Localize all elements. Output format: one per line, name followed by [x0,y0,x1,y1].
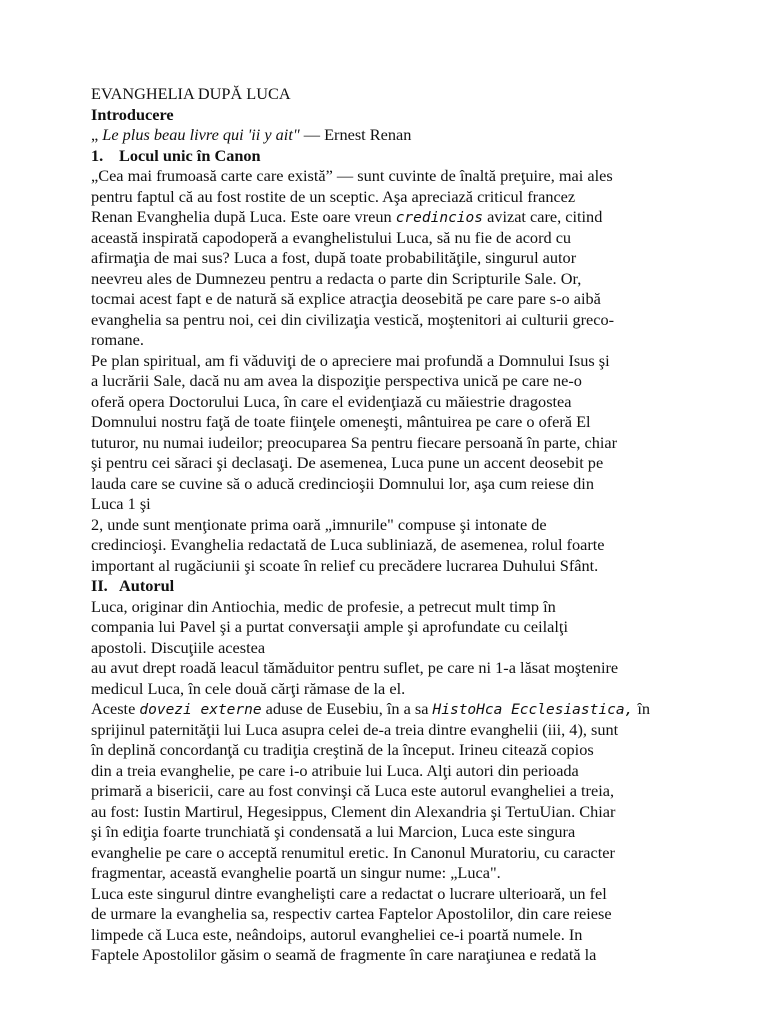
document-title: EVANGHELIA DUPĂ LUCA [91,84,291,103]
paragraph-line: tocmai acest fapt e de natură să explice atracţia deosebită pe care pare s-o aibă [91,289,601,308]
section-title: Locul unic în Canon [119,145,261,165]
document-page [91,84,676,966]
text-run: Aceste [91,699,140,718]
text-run: în [633,699,651,718]
italic-term: dovezi externe [139,702,262,718]
paragraph-line: pentru faptul că au fost rostite de un sceptic. Aşa apreciază criticul francez [91,186,576,206]
epigraph [91,125,676,146]
paragraph-line: tuturor, nu numai iudeilor; preocuparea Sa pentru fiecare persoană în parte, chiar [91,432,618,452]
paragraph-line: din a treia evanghelie, pe care i-o atribuie lui Luca. Alţi autori din perioada [91,760,579,780]
paragraph-line: a lucrării Sale, dacă nu am avea la dispoziţie perspectiva unică pe care ne-o [91,371,582,390]
paragraph-line: lauda care se cuvine să o aducă credincioşii Domnului lor, aşa cum reiese din [91,473,594,493]
paragraph-line: Luca este singurul dintre evanghelişti care a redactat o lucrare ulterioară, un fel [91,883,607,903]
paragraph-line [91,207,676,228]
paragraph-line: fragmentar, această evanghelie poartă un singur nume: „Luca". [91,863,501,882]
italic-term: credincios [395,210,484,226]
paragraph-line [91,699,676,720]
paragraph-line: primară a bisericii, care au fost convinşi că Luca este autorul evangheliei a treia, [91,781,615,800]
paragraph-line: limpede că Luca este, neândoips, autorul evangheliei ce-i poartă numele. In [91,924,583,944]
paragraph-line: credincioşi. Evanghelia redactată de Luca subliniază, de asemenea, rolul foarte [91,535,605,554]
epigraph-quote: Le plus beau livre qui 'ii y ait" [102,125,300,144]
section-number: II. [91,576,108,595]
paragraph-line: oferă opera Doctorului Luca, în care el evidenţiază cu măiestrie dragostea [91,391,572,411]
text-run: Renan Evanghelia după Luca. Este oare vreun [91,207,396,226]
intro-heading: Introducere [91,104,174,124]
section-title: Autorul [119,576,175,595]
paragraph-line: important al rugăciunii şi scoate în relief cu precădere lucrarea Duhului Sfânt. [91,555,599,575]
paragraph-line: compania lui Pavel şi a purtat conversaţii ample şi aprofundate cu ceilalţi [91,617,568,636]
paragraph-line: Domnului nostru faţă de toate fiinţele omeneşti, mântuirea pe care o oferă El [91,412,591,431]
paragraph-line: evanghelie pe care o acceptă renumitul eretic. In Canonul Muratoriu, cu caracter [91,842,615,862]
paragraph-line: în deplină concordanţă cu tradiţia creştină de la început. Irineu citează copios [91,740,594,759]
paragraph-line: Luca, originar din Antiochia, medic de profesie, a petrecut mult timp în [91,596,556,616]
paragraph-line: evanghelia sa pentru noi, cei din civilizaţia vestică, moştenitori ai culturii greco- [91,309,615,329]
paragraph-line: „Cea mai frumoasă carte care există” — sunt cuvinte de înaltă preţuire, mai ales [91,166,613,185]
paragraph-line: medicul Luca, în cele două cărţi rămase de la el. [91,678,406,698]
text-run: aduse de Eusebiu, în a sa [261,699,433,718]
section-heading-1 [91,146,676,167]
paragraph-line: apostoli. Discuţiile acestea [91,637,266,657]
paragraph-line: de urmare la evanghelia sa, respectiv cartea Faptelor Apostolilor, din care reiese [91,904,612,923]
paragraph-line: această inspirată capodoperă a evanghelistului Luca, să nu fie de acord cu [91,227,572,247]
paragraph-line: Pe plan spiritual, am fi văduviţi de o apreciere mai profundă a Domnului Isus şi [91,350,610,370]
text-run: avizat care, citind [483,207,603,226]
section-number: 1. [91,145,104,165]
paragraph-line: Luca 1 şi [91,494,151,513]
epigraph-open-quote: „ [91,125,103,144]
italic-term: HistoHca Ecclesiastica, [432,702,634,718]
paragraph-line: neevreu ales de Dumnezeu pentru a redacta o parte din Scripturile Sale. Or, [91,268,582,288]
paragraph-line: 2, unde sunt menţionate prima oară „imnurile" compuse şi intonate de [91,514,547,534]
epigraph-attribution: — Ernest Renan [299,125,412,144]
section-heading-2 [91,576,676,597]
paragraph-line: Faptele Apostolilor găsim o seamă de fragmente în care naraţiunea e redată la [91,945,597,964]
paragraph-line: au avut drept roadă leacul tămăduitor pentru suflet, pe care ni 1-a lăsat moştenire [91,658,619,677]
paragraph-line: afirmaţia de mai sus? Luca a fost, după toate probabilităţile, singurul autor [91,248,577,267]
paragraph-line: romane. [91,330,144,349]
paragraph-line: sprijinul paternităţii lui Luca asupra celei de-a treia dintre evanghelii (iii, 4), sunt [91,719,619,739]
paragraph-line: şi în ediţia foarte trunchiată şi condensată a lui Marcion, Luca este singura [91,822,576,841]
paragraph-line: au fost: Iustin Martirul, Hegesippus, Clement din Alexandria şi TertuUian. Chiar [91,801,616,821]
paragraph-line: şi pentru cei săraci şi declasaţi. De asemenea, Luca pune un accent deosebit pe [91,453,604,472]
